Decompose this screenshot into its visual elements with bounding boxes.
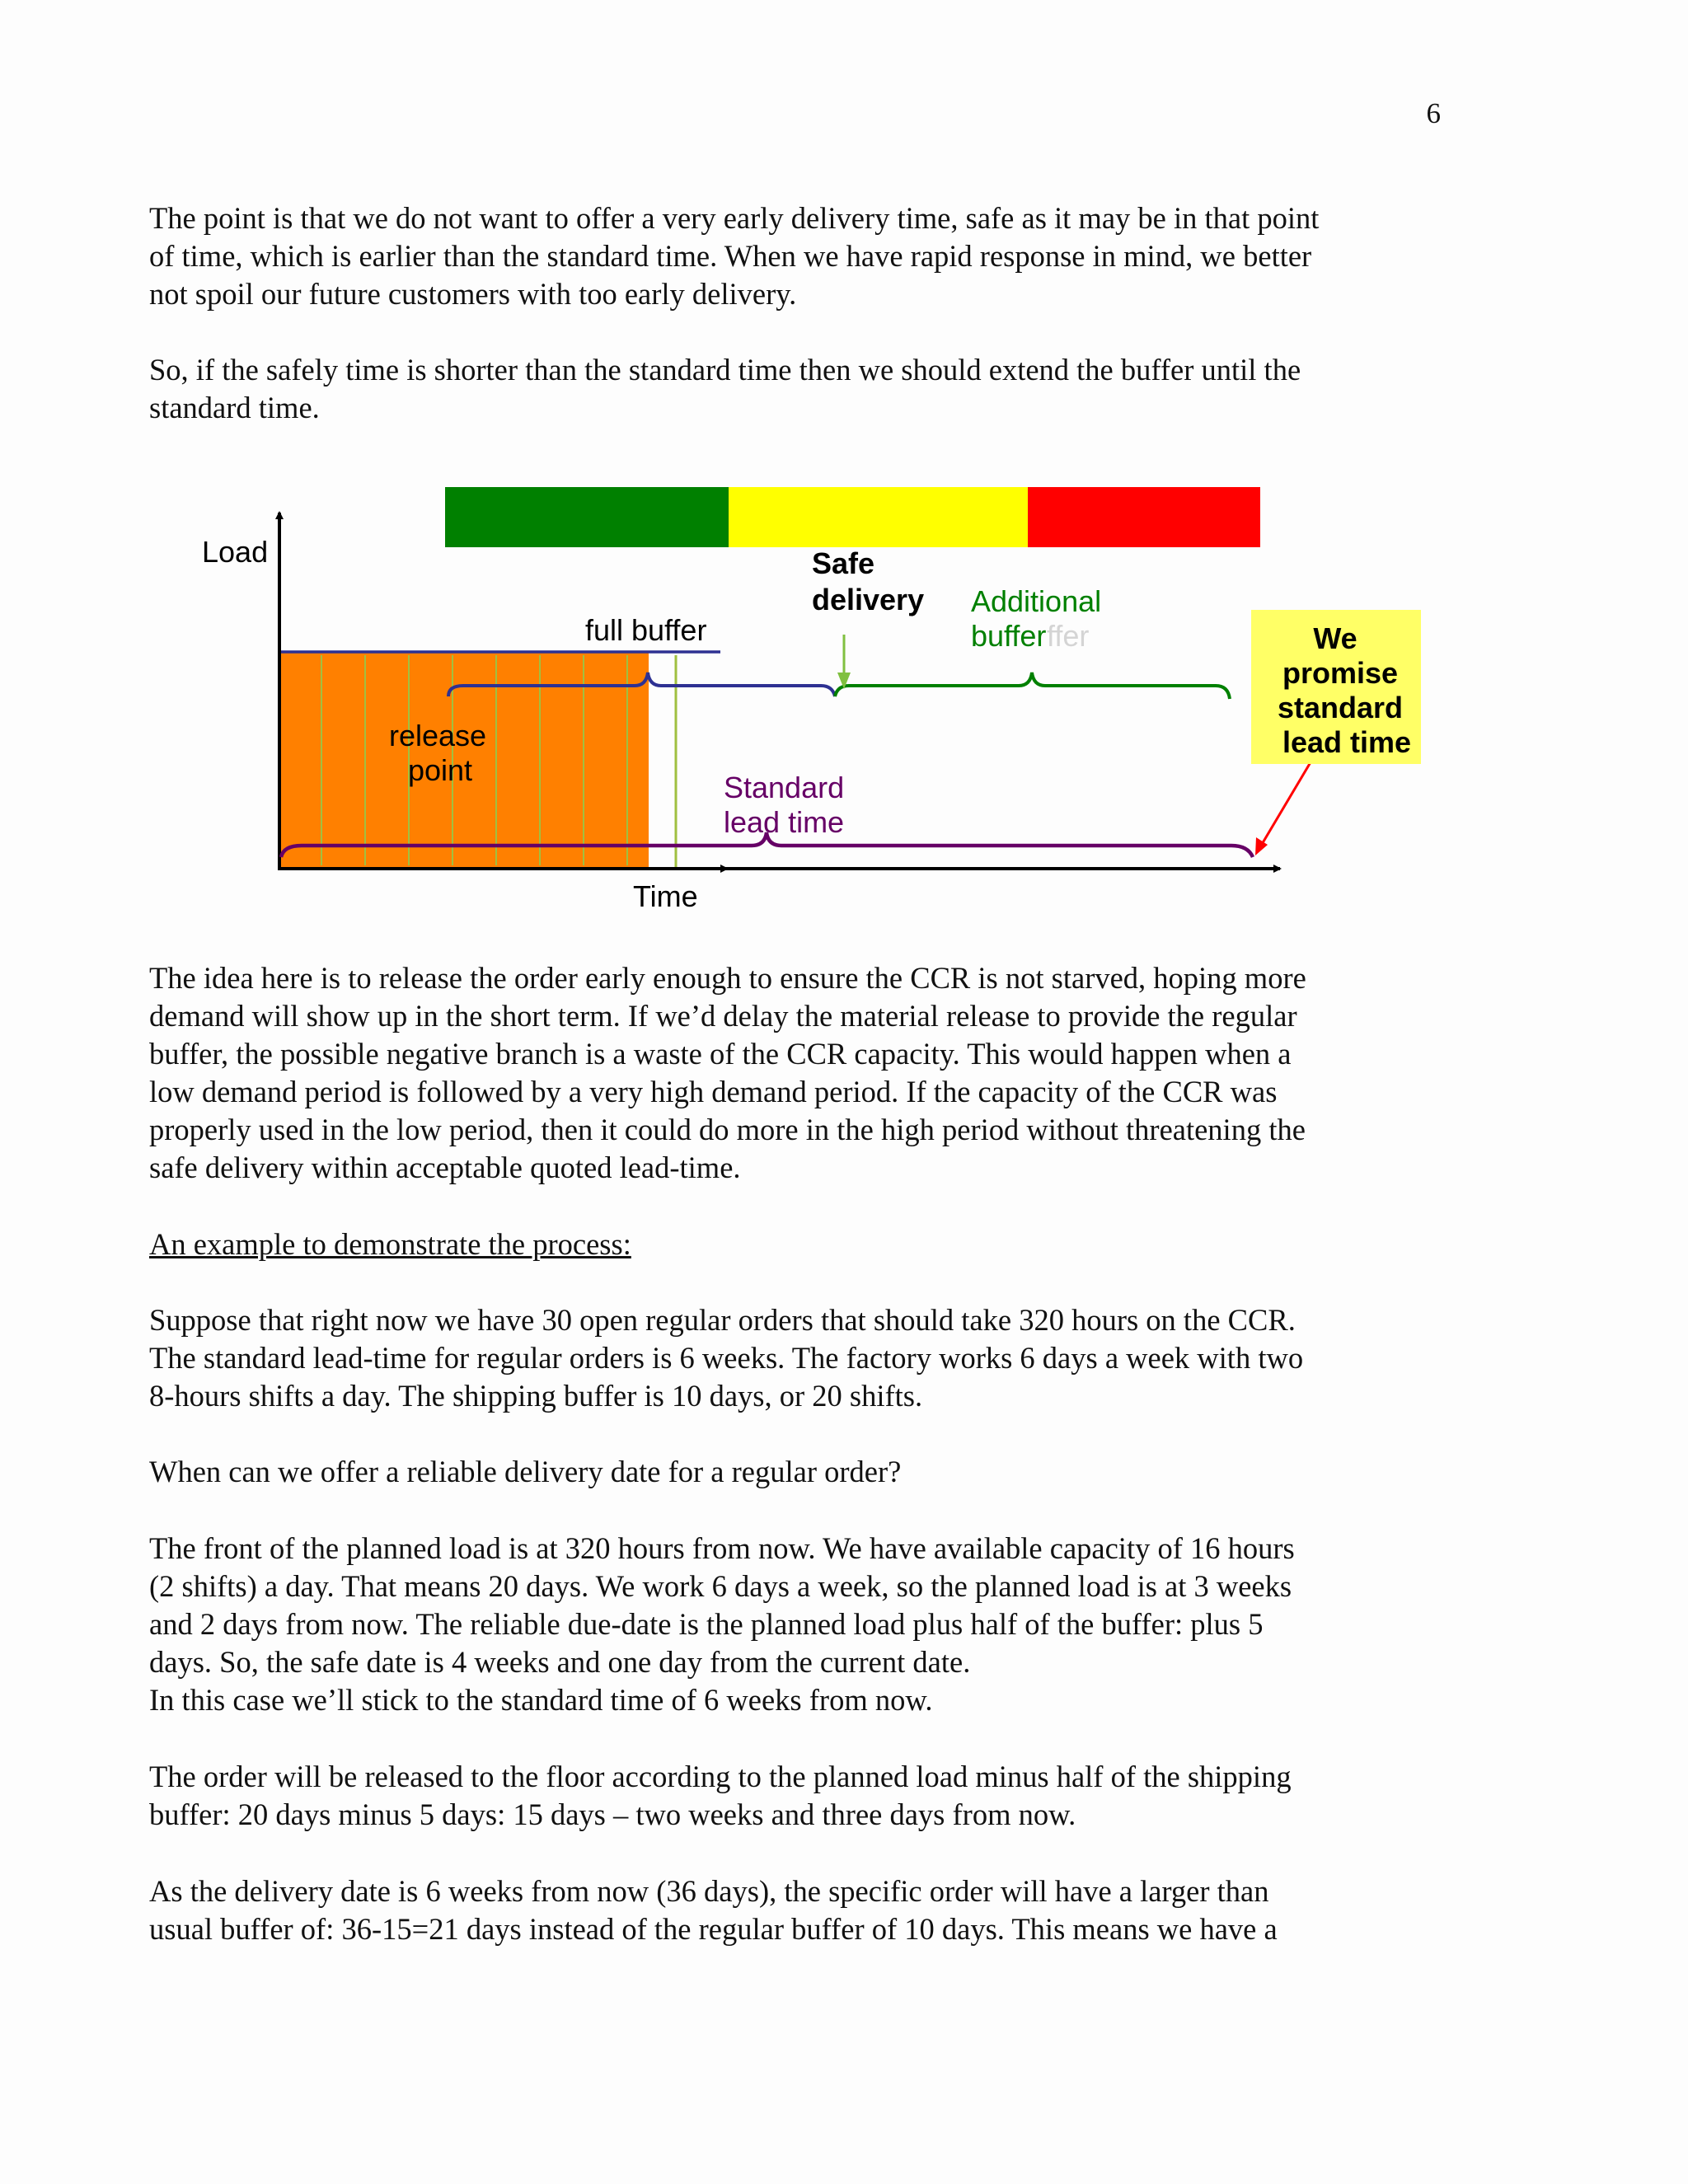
page-number: 6 bbox=[1426, 97, 1441, 129]
text-line: 8-hours shifts a day. The shipping buffer is 10 days, or 20 shifts. bbox=[149, 1379, 923, 1413]
text-line: standard time. bbox=[149, 391, 320, 424]
text-line: low demand period is followed by a very high demand period. If the capacity of the CCR was bbox=[149, 1075, 1278, 1108]
additional-buffer-ghost-text: ffer bbox=[1047, 619, 1090, 653]
safe-delivery-label: Safe delivery bbox=[812, 546, 925, 616]
red-zone bbox=[1028, 487, 1260, 547]
text-line: safe delivery within acceptable quoted lead-time. bbox=[149, 1151, 741, 1184]
green-zone bbox=[445, 487, 729, 547]
yellow-zone bbox=[729, 487, 1028, 547]
buffer-diagram bbox=[0, 0, 1688, 931]
paragraph-release-idea bbox=[149, 959, 1451, 1187]
additional-buffer-label: Additional buffer bbox=[971, 584, 1102, 653]
standard-lead-time-label: Standard lead time bbox=[724, 771, 845, 839]
paragraph-example-setup bbox=[149, 1301, 1451, 1415]
text-line: buffer, the possible negative branch is a waste of the CCR capacity. This would happen when a bbox=[149, 1037, 1292, 1071]
text-line: of time, which is earlier than the standard time. When we have rapid response in mind, we better bbox=[149, 239, 1312, 273]
text-line: usual buffer of: 36-15=21 days instead of the regular buffer of 10 days. This means we have a bbox=[149, 1912, 1278, 1946]
heading-text: An example to demonstrate the process: bbox=[149, 1227, 631, 1261]
text-line: (2 shifts) a day. That means 20 days. We work 6 days a week, so the planned load is at 3 weeks bbox=[149, 1569, 1292, 1603]
full-buffer-label: full buffer bbox=[585, 613, 707, 647]
text-line: When can we offer a reliable delivery date for a regular order? bbox=[149, 1455, 902, 1488]
safe-delivery-arrow bbox=[837, 635, 851, 689]
promise-arrow bbox=[1255, 762, 1311, 855]
text-line: The front of the planned load is at 320 hours from now. We have available capacity of 16 hours bbox=[149, 1531, 1295, 1565]
text-line: demand will show up in the short term. If we’d delay the material release to provide the regular bbox=[149, 999, 1297, 1033]
x-axis-label: Time bbox=[633, 879, 698, 913]
promise-label: We promise standard lead time bbox=[1277, 621, 1412, 759]
text-line: As the delivery date is 6 weeks from now (36 days), the specific order will have a larger than bbox=[149, 1874, 1269, 1908]
text-line: properly used in the low period, then it could do more in the high period without threatening the bbox=[149, 1113, 1306, 1146]
text-line: The order will be released to the floor according to the planned load minus half of the shipping bbox=[149, 1760, 1292, 1793]
paragraph-question bbox=[149, 1453, 1451, 1491]
release-point-label: release point bbox=[388, 719, 487, 787]
text-line: and 2 days from now. The reliable due-date is the planned load plus half of the buffer: plus 5 bbox=[149, 1607, 1264, 1641]
paragraph-delivery-date bbox=[149, 1872, 1451, 1948]
text-line: days. So, the safe date is 4 weeks and one day from the current date. bbox=[149, 1645, 971, 1679]
text-line: The idea here is to release the order early enough to ensure the CCR is not starved, hoping more bbox=[149, 961, 1306, 995]
text-line: In this case we’ll stick to the standard time of 6 weeks from now. bbox=[149, 1683, 933, 1717]
example-heading bbox=[149, 1226, 1451, 1263]
additional-buffer-brace bbox=[835, 673, 1230, 699]
text-line: The standard lead-time for regular orders is 6 weeks. The factory works 6 days a week with two bbox=[149, 1341, 1304, 1375]
text-line: So, if the safely time is shorter than the standard time then we should extend the buffer until the bbox=[149, 353, 1301, 387]
text-line: not spoil our future customers with too early delivery. bbox=[149, 277, 797, 311]
text-line: Suppose that right now we have 30 open regular orders that should take 320 hours on the CCR. bbox=[149, 1303, 1296, 1337]
paragraph-release-floor bbox=[149, 1758, 1451, 1834]
text-line: buffer: 20 days minus 5 days: 15 days – two weeks and three days from now. bbox=[149, 1797, 1076, 1831]
text-line: The point is that we do not want to offer a very early delivery time, safe as it may be in that point bbox=[149, 201, 1320, 235]
paragraph-calculation bbox=[149, 1530, 1451, 1719]
y-axis-label: Load bbox=[202, 535, 269, 569]
